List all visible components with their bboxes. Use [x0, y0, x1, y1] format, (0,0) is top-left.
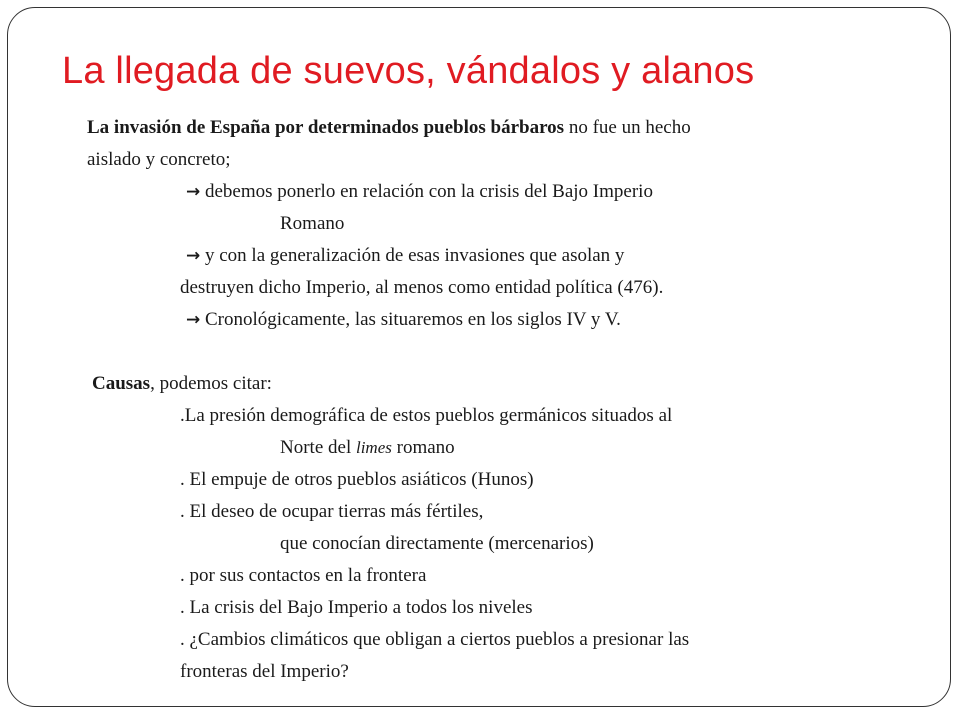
point-1-line-2: Romano — [280, 213, 345, 234]
intro-rest-text: no fue un hecho — [564, 117, 691, 138]
arrow-right-icon: → — [186, 246, 201, 266]
arrow-right-icon: → — [186, 182, 201, 202]
point-2-line-1 — [186, 243, 624, 269]
point-1-line-1 — [186, 179, 653, 205]
cause-4: . por sus contactos en la frontera — [180, 565, 427, 586]
causes-heading-rest: , podemos citar: — [150, 373, 272, 394]
point-3-text: Cronológicamente, las situaremos en los siglos IV y V. — [205, 309, 621, 330]
slide-title: La llegada de suevos, vándalos y alanos — [62, 50, 755, 92]
cause-1-line-2 — [280, 435, 455, 461]
cause-1-text-b: romano — [391, 437, 455, 458]
causes-heading-bold: Causas — [92, 373, 151, 394]
cause-1-text-a: Norte del — [280, 437, 356, 458]
point-1-text: debemos ponerlo en relación con la crisis del Bajo Imperio — [205, 181, 653, 202]
arrow-right-icon: → — [186, 310, 201, 330]
point-3-line — [186, 307, 621, 333]
point-2-line-2: destruyen dicho Imperio, al menos como entidad política (476). — [180, 277, 664, 298]
cause-5: . La crisis del Bajo Imperio a todos los niveles — [180, 597, 533, 618]
cause-3-line-2: que conocían directamente (mercenarios) — [280, 533, 594, 554]
intro-line-1 — [87, 115, 691, 141]
cause-6-line-1: . ¿Cambios climáticos que obligan a ciertos pueblos a presionar las — [180, 629, 690, 650]
cause-6-line-2: fronteras del Imperio? — [180, 661, 349, 682]
causes-heading — [92, 371, 272, 397]
point-2-text: y con la generalización de esas invasiones que asolan y — [205, 245, 625, 266]
cause-3-line-1: . El deseo de ocupar tierras más fértiles, — [180, 501, 484, 522]
intro-line-2: aislado y concreto; — [87, 149, 231, 170]
cause-1-italic: limes — [355, 438, 392, 457]
intro-bold-text: La invasión de España por determinados pueblos bárbaros — [87, 117, 565, 138]
cause-1-line-1: .La presión demográfica de estos pueblos germánicos situados al — [180, 405, 673, 426]
cause-2: . El empuje de otros pueblos asiáticos (Hunos) — [180, 469, 534, 490]
